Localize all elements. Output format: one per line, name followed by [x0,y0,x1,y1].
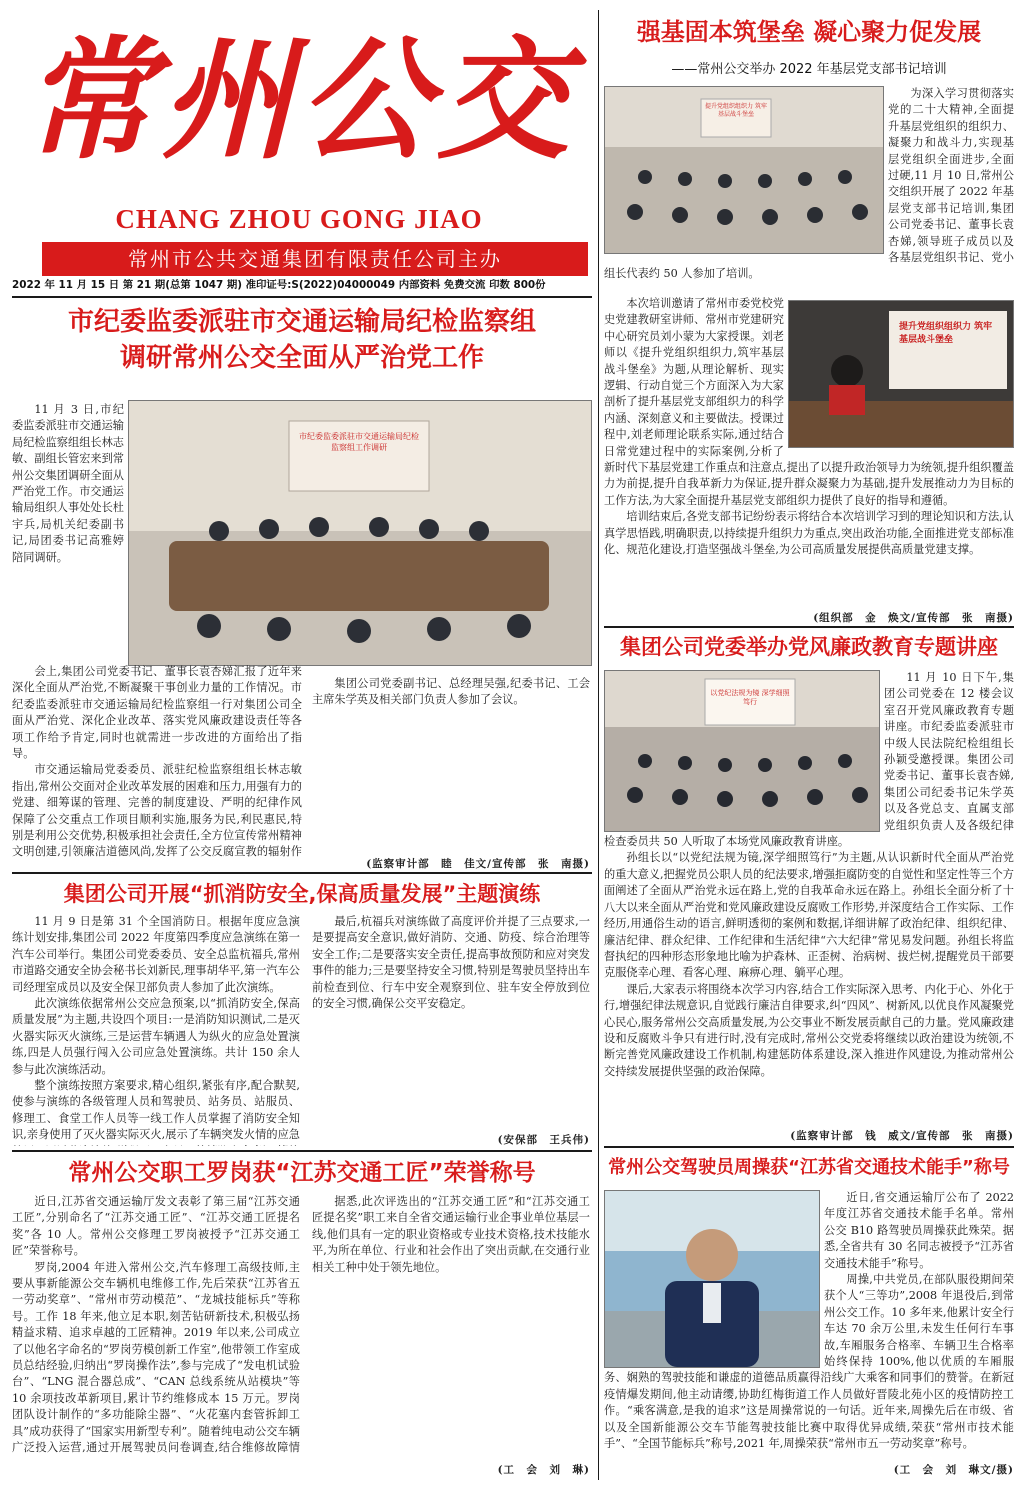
art1-title-line1: 市纪委监委派驻市交通运输局纪检监察组 [67,307,536,337]
art5-photo-banner: 以党纪法规为镜 深学细照笃行 [710,689,790,706]
art4-p3: 培训结束后,各党支部书记纷纷表示将结合本次培训学习到的理论知识和方法,认真学思悟践,明确职责,以持续提升组织力为重点,突出政治功能,全面推进党支部标准化、规范化建设,打造坚强战斗堡垒,为公司高质量发展提供高质量党建支撑。 [604,510,1014,557]
art5-body [604,670,1014,1124]
art4-photo2-banner: 提升党组织组织力 筑牢基层战斗堡垒 [899,322,993,345]
masthead-english: CHANG ZHOU GONG JIAO [115,204,483,234]
art4-body-a [604,86,1014,298]
art4-photo1-banner: 提升党组织组织力 筑牢基层战斗堡垒 [705,103,767,118]
art5-photo-spacer [604,670,884,830]
art1-p2: 会上,集团公司党委书记、董事长袁杏娣汇报了近年来深化全面从严治党,不断凝聚干事创业力量的工作情况。市纪委监委派驻市交通运输局纪检监察组一行对集团公司全面从严治党、深化企业改革、落实党风廉政建设责任等各项工作给予肯定,同时也就需进一步改进的方面给出了指导。 [12,665,302,761]
art6-p2: 周操,中共党员,在部队服役期间荣获个人“三等功”,2008 年退役后,到常州公交工作。10 多年来,他累计安全行车达 70 余万公里,未发生任何行车事故,车厢服务合格率、车辆卫生合格率始终保持 100%,他以优质的车厢服务、娴熟的驾驶技能和谦虚的道德品质赢得沿线广大乘客和同事们的赞誉。在新冠疫情爆发期间,他主动请缨,协助红梅街道工作人员做好晋陵北苑小区的疫情防控工作。“乘客满意,是我的追求”这是周操常说的一句话。近年来,周操先后在市级、省以及全国新能源公交车节能驾驶技能比赛中取得优异成绩,荣获“常州市技术能手”、“全国节能标兵”称号,2021 年,周操荣获“常州市五一劳动奖章”称号。 [604,1273,1014,1451]
column-divider [598,10,599,1480]
art3-p3: 据悉,此次评选出的“江苏交通工匠”和“江苏交通工匠提名奖”职工来自全省交通运输行业企事业单位基层一线,他们具有一定的职业资格或专业技术资格,技术技能水平,为所在单位、行业和社会作出了突出贡献,在交通行业相关工种中处于领先地位。 [312,1195,590,1274]
art2-p3: 整个演练按照方案要求,精心组织,紧张有序,配合默契,使参与演练的各级管理人员和驾驶员、站务员、站服员、修理工、食堂工作人员等一线工作人员掌握了消防安全知识,亲身使用了灭火器实际灭火,展示了车辆突发火情的应急 [12,1079,300,1142]
art6-byline: (工 会 刘 琳文/摄) [893,1464,1014,1476]
art1-p4: 集团公司党委副书记、总经理吴强,纪委书记、工会主席朱学英及相关部门负责人参加了会议。 [312,677,590,707]
art6-photo-spacer [604,1190,824,1366]
art5-p1: 11 月 10 日下午,集团公司党委在 12 楼会议室召开党风廉政教育专题讲座。市纪委监委派驻市中级人民法院纪检组组长孙颖受邀授课。集团公司党委书记、董事长袁杏娣,集团公司纪委书记朱学英以及各党总支、直属支部党组织负责人及各级纪律检查委员共 50 人听取了本场党风廉政教育讲座。 [604,671,1014,849]
art1-body-col1 [12,402,124,664]
art3-body-col1 [12,1194,300,1456]
art3-byline: (工 会 刘 琳) [497,1464,590,1476]
issue-info: 2022 年 11 月 15 日 第 21 期(总第 1047 期) 准印证号:S(2022)04000049 内部资料 免费交流 印数 800份 [12,279,546,291]
art2-rule [12,1150,592,1152]
art2-body-col1 [12,914,300,1146]
masthead [10,10,588,292]
art6-title: 常州公交驾驶员周操获“江苏省交通技术能手”称号 [608,1157,1010,1178]
art4-p1: 为深入学习贯彻落实党的二十大精神,全面提升基层党组织的组织力、凝聚力和战斗力,实现基层党组织全面进步,全面过硬,11 月 10 日,常州公交组织开展了 2022 年基层党支部书记培训,集团公司党委书记、董事长袁杏娣,领导班子成员以及各基层党组织书记、党小组长代表约 50 人参加了培训。 [604,87,1014,281]
art4-subtitle: ——常州公交举办 2022 年基层党支部书记培训 [671,62,947,77]
art1-rule [12,872,592,874]
art5-title: 集团公司党委举办党风廉政教育专题讲座 [620,635,998,659]
art4-byline: (组织部 金 焕文/宣传部 张 南摄) [813,612,1014,624]
art2-p4: 最后,杭福兵对演练做了高度评价并提了三点要求,一是要提高安全意识,做好消防、交通、防疫、综合治理等安全工作;二是要落实安全责任,提高事故预防和应对突发事件的能力;三是要坚持安全习惯,特别是驾驶员坚持出车前检查到位、行车中安全观察到位、驻车安全停放到位的安全习惯,确保公交平安稳定。 [312,915,590,1011]
art5-p2: 孙组长以“以党纪法规为镜,深学细照笃行”为主题,从认识新时代全面从严治党的重大意义,把握党员公职人员的纪法要求,增强拒腐防变的自觉性和坚定性等三个方面阐述了全面从严治党永远在路上,党的自我革命永远在路上。孙组长全面分析了十八大以来全面从严治党和党风廉政建设反腐败工作形势,并深度结合工作实际、工作经历,用通俗生动的语言,鲜明透彻的案例和数据,详细讲解了政治纪律、组织纪律、廉洁纪律、群众纪律、工作纪律和生活纪律“六大纪律”常见易发问题。孙组长将监督执纪的四种形态形象地比喻为护森林、正歪树、治病树、拔烂树,提醒党员干部要克服侥幸心理、看客心理、麻痹心理、躺平心理。 [604,851,1014,980]
art3-p2: 罗岗,2004 年进入常州公交,汽车修理工高级技师,主要从事新能源公交车辆机电维修工作,先后荣获“江苏省五一劳动奖章”、“常州市劳动模范”、“龙城技能标兵”等称号。工作 18 年来,他立足本职,刻苦钻研新技术,积极弘扬精益求精、追求卓越的工匠精神。2019 年以来,公司成立了以他名字命名的“罗岗劳模创新工作室”,他带领工作室成员总结经验,归纳出“罗岗操作法”,参与完成了“发电机试验台”、“LNG 混合器总成”、“CAN 总线系统从站模块”等 10 余项技改革新项目,累计节约维修成本 15 万元。罗岗团队设计制作的“多功能除尘器”、“火花塞内套管拆卸工具”成功获得了“国家实用新型专利”。随着纯电动公交车辆广泛投入运营,通过开展驾驶员问卷调查,结合维修故障情 [12,1260,300,1455]
art6-body [604,1190,1014,1462]
art6-p1: 近日,省交通运输厅公布了 2022 年度江苏省交通技术能手名单。常州公交 B10 路驾驶员周操获此殊荣。据悉,全省共有 30 名同志被授予“江苏省交通技术能手”称号。 [824,1191,1014,1270]
art1-body-col2 [312,676,590,848]
art1-photo [128,400,592,666]
art3-title: 常州公交职工罗岗获“江苏交通工匠”荣誉称号 [68,1160,536,1186]
art1-byline: (监察审计部 睦 佳文/宣传部 张 南摄) [366,858,590,870]
art4-photo2-spacer [784,296,1014,446]
masthead-title: 常州公交 [23,23,575,178]
art5-rule [604,1146,1014,1148]
masthead-sponsor: 常州市公共交通集团有限责任公司主办 [42,242,588,276]
art3-body-col2 [312,1194,590,1458]
art4-photo1-spacer [604,86,888,252]
art4-title: 强基固本筑堡垒 凝心聚力促发展 [636,18,982,46]
art1-title-line2: 调研常州公交全面从严治党工作 [119,343,484,373]
art2-p1: 11 月 9 日是第 31 个全国消防日。根据年度应急演练计划安排,集团公司 2022 年度第四季度应急演练在第一汽车公司举行。集团公司党委委员、安全总监杭福兵,常州市道路交通安全协会秘书长刘新民,理事胡华平,第一汽车公司经理室成员以及安全保卫部负责人参加了此次演练。 [12,915,300,994]
art4-body-b [604,296,1014,608]
art3-p1: 近日,江苏省交通运输厅发文表彰了第三届“江苏交通工匠”,分别命名了“江苏交通工匠”、“江苏交通工匠提名奖”各 10 人。常州公交修理工罗岗被授予“江苏交通工匠”荣誉称号。 [12,1195,300,1258]
art2-p2: 此次演练依据常州公交应急预案,以“抓消防安全,保高质量发展”为主题,共设四个项目:一是消防知识测试,二是灭火器实际灭火演练,三是运营车辆遇人为纵火的应急处置演练,四是人员强行闯入公司应急处置演练。共计 150 余人参与此次演练活动。 [12,997,300,1076]
art4-p2: 本次培训邀请了常州市委党校党史党建教研室讲师、常州市党建研究中心研究员刘小蒙为大家授课。刘老师以《提升党组织组织力,筑牢基层战斗堡垒》为题,从理论解析、现实逻辑、行动自觉三个方面深入为大家剖析了提升基层党支部组织力的科学内涵、深刻意义和主要做法。授课过程中,刘老师理论联系实际,通过结合日常党建过程中的实际案例,分析了新时代下基层党建工作重点和注意点,提出了以提升政治领导力为统领,提升组织覆盖力为前提,提升自我革新力为保证,提升群众凝聚力为基础,提升发展推动力为目标的工作方法,为大家全面提升基层党支部组织力提供了良好的指导和遵循。 [604,297,1014,507]
art2-byline: (安保部 王兵伟) [497,1134,590,1146]
masthead-rule [12,296,592,298]
art5-p3: 课后,大家表示将围绕本次学习内容,结合工作实际深入思考、内化于心、外化于行,增强纪律法规意识,自觉践行廉洁自律要求,纠“四风”、树新风,以优良作风凝聚党心民心,服务常州公交高质量发展,为公交事业不断发展贡献自己的力量。党风廉政建设和反腐败斗争只有进行时,没有完成时,常州公交党委将继续以政治建设为统领,不断完善党风廉政建设工作机制,构建惩防体系建设,深入推进作风建设,为推动常州公交持续发展提供坚强的政治保障。 [604,982,1014,1078]
art1-body-col1b [12,664,302,860]
art2-title: 集团公司开展“抓消防安全,保高质量发展”主题演练 [63,882,541,906]
art1-photo-banner: 市纪委监委派驻市交通运输局纪检监察组工作调研 [299,432,419,452]
art2-body-col2 [312,914,590,1128]
art4-rule [604,626,1014,628]
art1-p3: 市交通运输局党委委员、派驻纪检监察组组长林志敏指出,常州公交面对企业改革发展的困难和压力,用强有力的党建、细筹谋的管理、完善的制度建设、严明的纪律作风保障了公交重点工作项目顺利实施,服务为民,利民惠民,特别是利用公交优势,积极承担社会责任,全方位宣传常州精神文明创建,引领廉洁道德风尚,发挥了公交反腐宣教的辐射作 [12,763,302,859]
art5-byline: (监察审计部 钱 威文/宣传部 张 南摄) [790,1130,1014,1142]
art1-p1: 11 月 3 日,市纪委监委派驻市交通运输局纪检监察组组长林志敏、副组长管宏来到常州公交集团调研全面从严治党工作。市交通运输局组织人事处处长杜宇兵,局机关纪委副书记,局团委书记高雅婷陪同调研。 [12,403,124,564]
